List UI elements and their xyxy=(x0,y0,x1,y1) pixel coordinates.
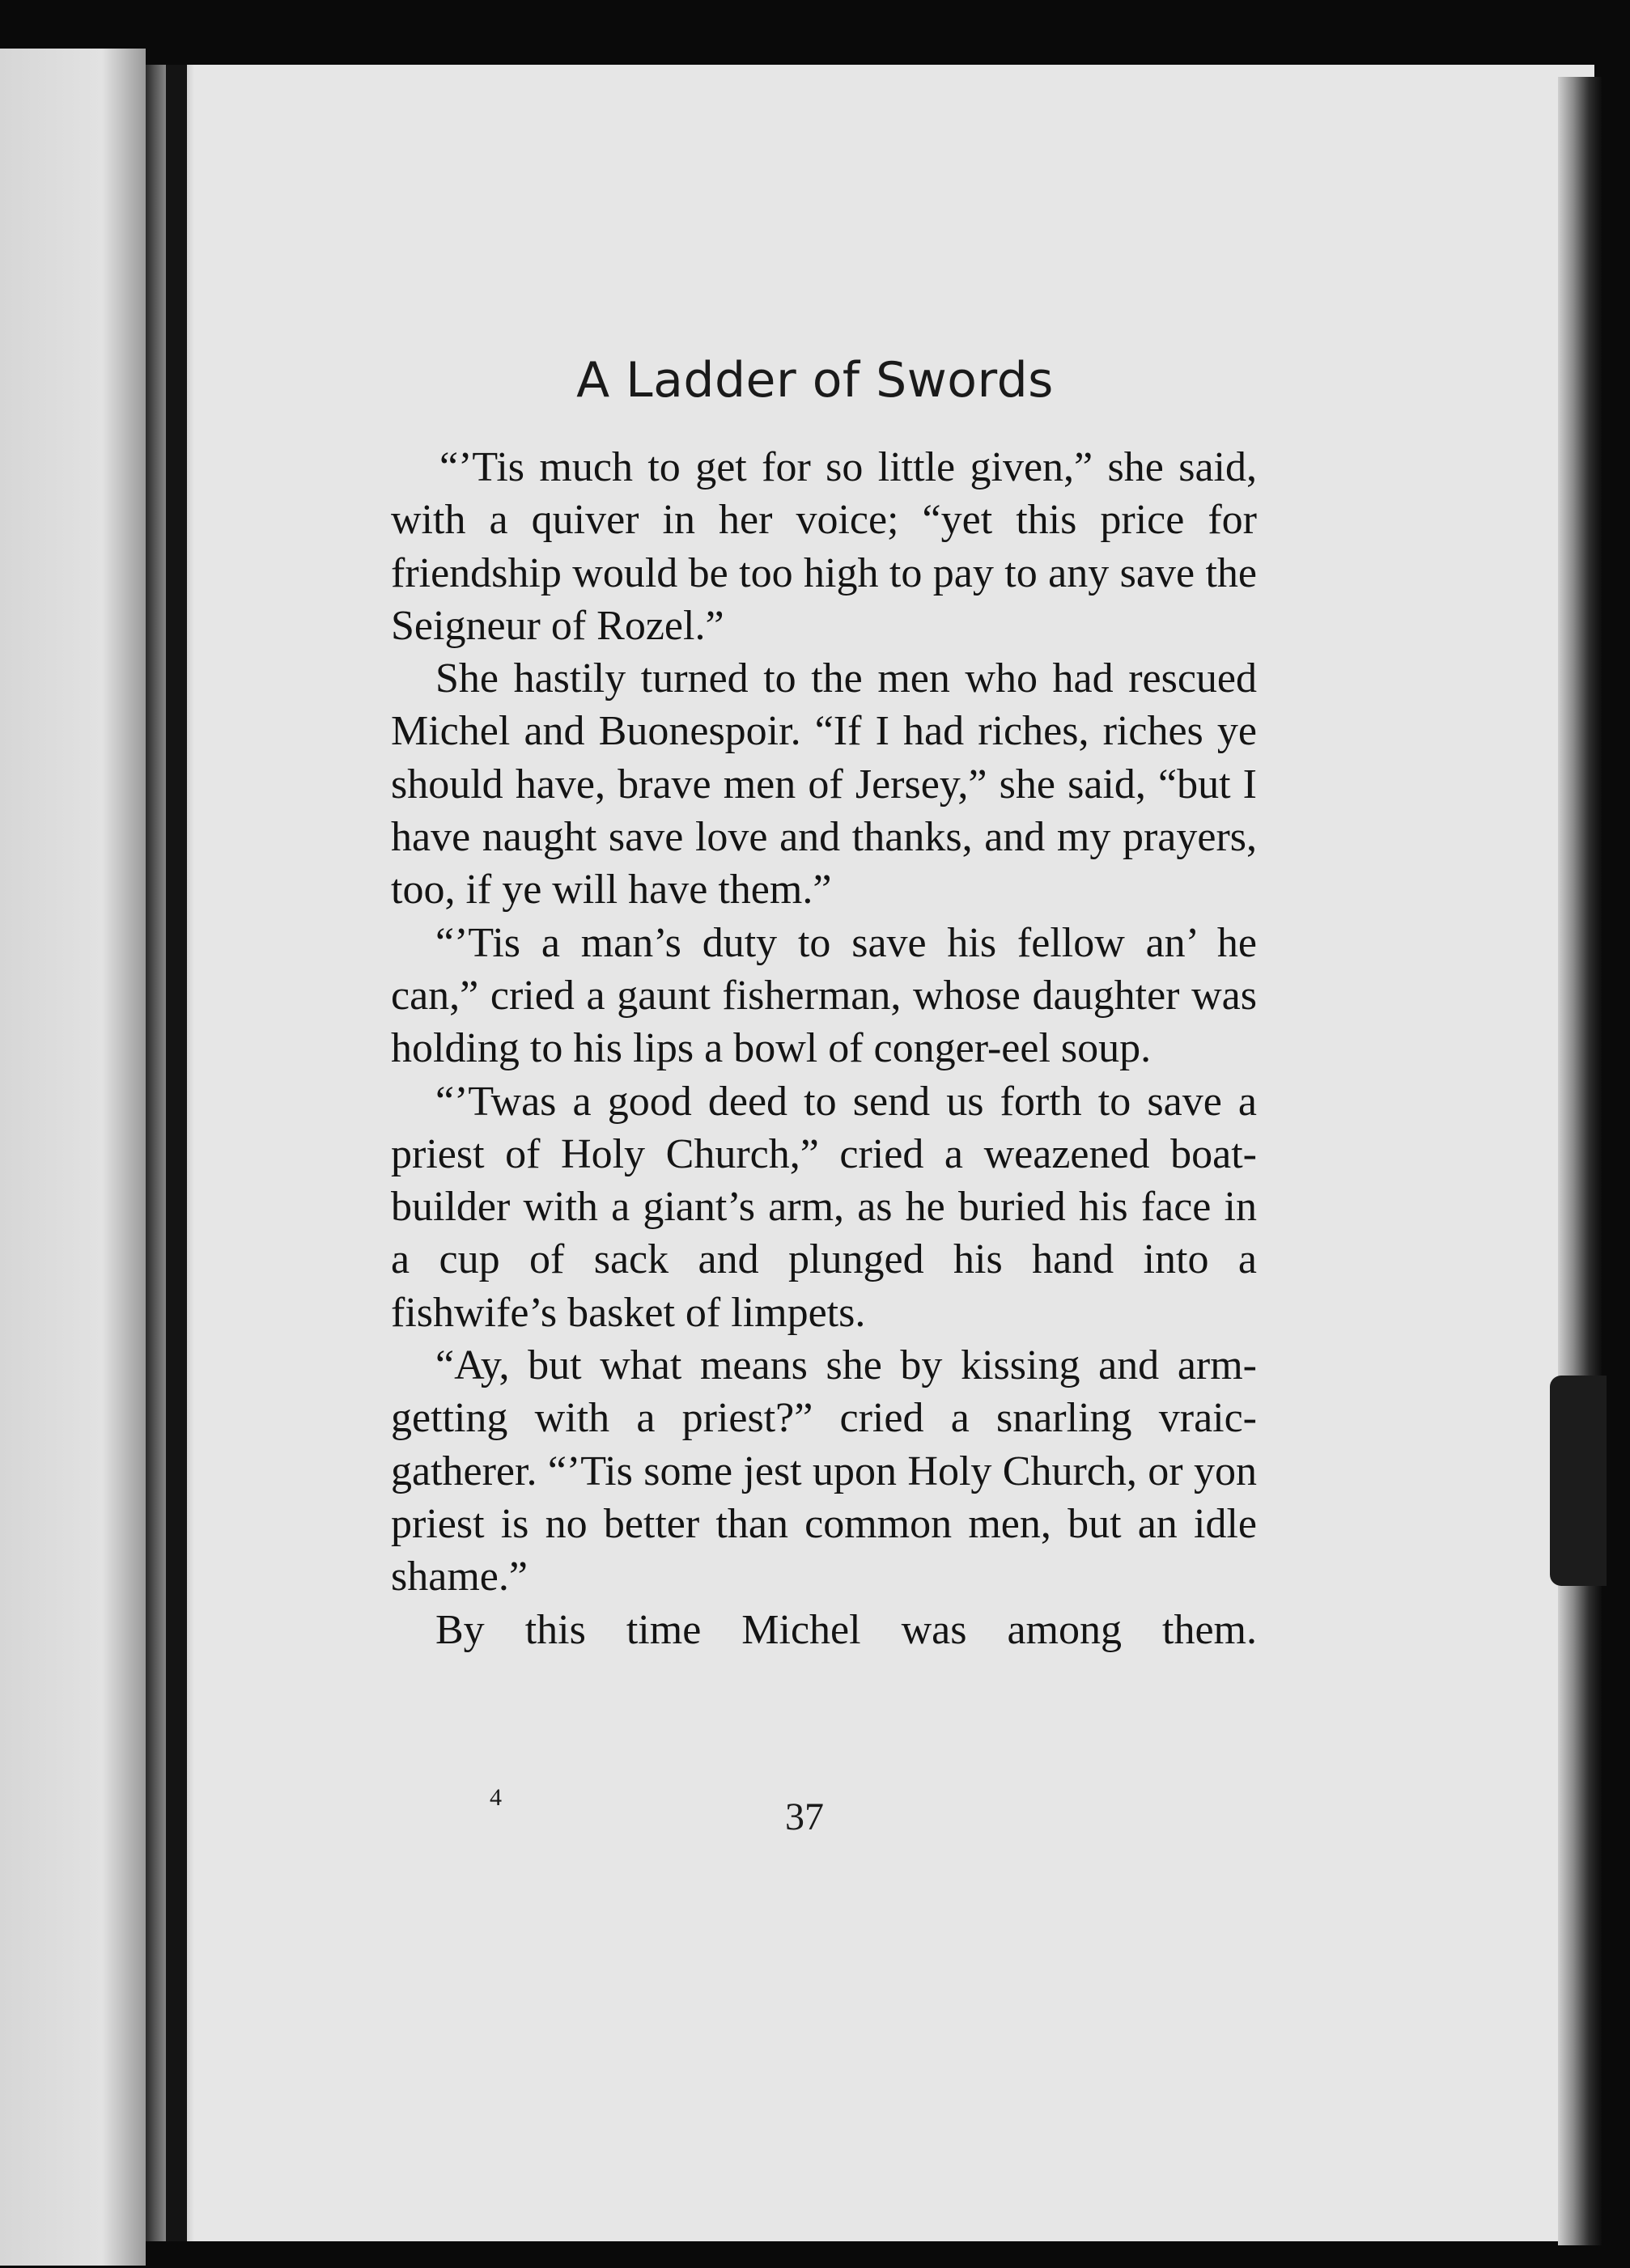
paragraph: “’Tis a man’s duty to save his fellow an’ he can,” cried a gaunt fisherman, whose daughter was holding to his lips a bowl of conger-eel soup. xyxy=(391,919,1257,1072)
paragraph: By this time Michel was among them. xyxy=(435,1606,1257,1653)
body-text xyxy=(391,441,1257,1656)
running-head: A Ladder of Swords xyxy=(576,352,1054,409)
paragraph: “’Tis much to get for so little given,” she said, with a quiver in her voice; “yet this price for friendship would be too high to pay to any save the Seigneur of Rozel.” xyxy=(391,444,1257,649)
paragraph: She hastily turned to the men who had rescued Michel and Buonespoir. “If I had riches, riches ye should have, brave men of Jersey,” she said, “but I have naught save love and thanks, and my prayers, too, if ye will have them.” xyxy=(391,655,1257,914)
thumb-notch xyxy=(1550,1376,1607,1586)
signature-mark: 4 xyxy=(490,1784,502,1811)
paragraph: “Ay, but what means she by kissing and arm-getting with a priest?” cried a snarling vraic-gatherer. “’Tis some jest upon Holy Church, or yon priest is no better than common men, but an idle shame.” xyxy=(391,1342,1257,1600)
page-number: 37 xyxy=(785,1795,824,1838)
paragraph: “’Twas a good deed to send us forth to save a priest of Holy Church,” cried a weazened boat-builder with a giant’s arm, as he buried his face in a cup of sack and plunged his hand into a fishwife’s basket of limpets. xyxy=(391,1078,1257,1336)
